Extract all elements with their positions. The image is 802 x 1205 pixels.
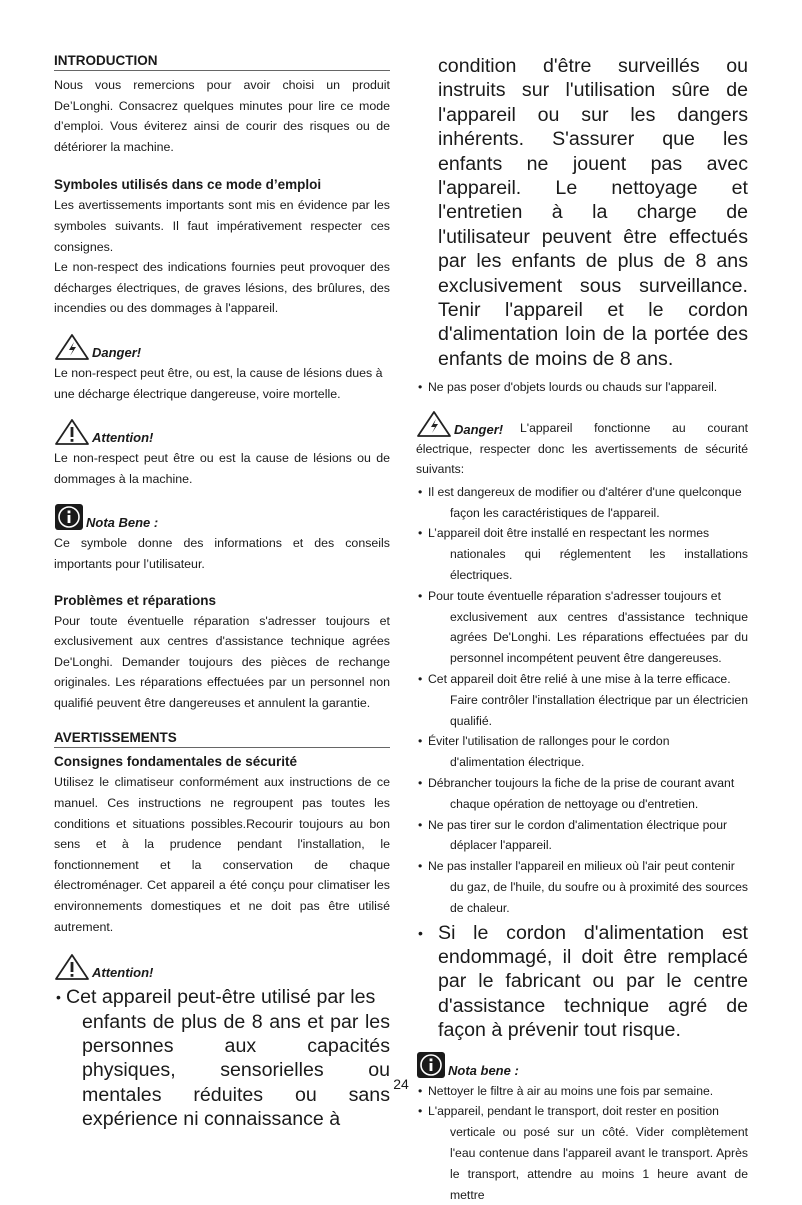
info-icon <box>54 503 84 531</box>
bullet-text: Il est dangereux de modifier ou d'altérer d'une quelconque <box>428 484 742 499</box>
problems-text: Pour toute éventuelle réparation s'adresser toujours et exclusivement aux centres d'assistance technique agrées De'Longhi. Demander toujours des pièces de rechange originales. Les réparations effectuées par un personnel non qualifié peuvent être dangereuses et annulent la garantie. <box>54 613 390 710</box>
bullet-text: Pour toute éventuelle réparation s'adresser toujours et <box>428 588 721 603</box>
nota-bene-label-2: Nota bene : <box>448 1062 519 1078</box>
warning-electric-icon <box>54 333 90 361</box>
bullet-list-2 <box>416 1081 748 1205</box>
symbols-text-2: Le non-respect des indications fournies peut provoquer des décharges électriques, de graves lésions, des brûlures, des incendies ou des dommages à l'appareil. <box>54 260 390 316</box>
nota-bene-symbol <box>54 501 390 531</box>
danger-text-2: L'appareil fonctionne au courant électrique, respecter donc les avertissements de sécurité suivants: <box>416 421 748 477</box>
bullet-cont: façon les caractéristiques de l'appareil. <box>450 505 660 520</box>
big-cont-text: condition d'être surveillés ou instruits sur l'utilisation sûre de l'appareil ou sur les dangers inhérents. S'assurer que les enfants ne jouent pas avec l'appareil. Le nettoyage et l'entretien à la charge de l'utilisateur peuvent être effectués par les enfants de plus de 8 ans exclusivement sous surveillance. Tenir l'appareil et le cordon d'alimentation loin de la portée des enfants de moins de 8 ans. <box>438 55 748 370</box>
big-bullet-continuation <box>416 54 748 371</box>
bullet: • <box>418 672 423 687</box>
bullet: • <box>418 380 423 395</box>
list-item <box>416 921 748 1043</box>
bullet-list <box>416 482 748 919</box>
bullet-text: Ne pas poser d'objets lourds ou chauds sur l'appareil. <box>428 380 718 395</box>
attention-label: Attention! <box>92 430 154 446</box>
symbols-text-1: Les avertissements importants sont mis en évidence par les symboles suivants. Il faut impérativement respecter ces consignes. <box>54 198 390 254</box>
list-item <box>416 669 748 731</box>
list-item <box>416 377 748 398</box>
bullet-cont: chaque opération de nettoyage ou d'entretien. <box>450 796 699 811</box>
list-item <box>416 773 748 815</box>
big-bullet-first: Cet appareil peut-être utilisé par les <box>66 986 376 1009</box>
bullet-cont: Faire contrôler l'installation électrique par un électricien qualifié. <box>450 692 748 728</box>
warning-exclamation-icon <box>54 953 90 981</box>
bullet: • <box>418 1083 423 1098</box>
bullet-text: Cet appareil doit être relié à une mise à la terre efficace. <box>428 672 731 687</box>
bullet-text: Débrancher toujours la fiche de la prise de courant avant <box>428 776 735 791</box>
left-column <box>54 52 390 1132</box>
bullet-text: Nettoyer le filtre à air au moins une fois par semaine. <box>428 1083 714 1098</box>
nota-bene-symbol-2 <box>416 1051 748 1079</box>
bullet-cont: exclusivement aux centres d'assistance technique agrées De'Longhi. Les réparations effectuées par du personnel incompétent peuvent être dangereuses. <box>450 609 748 666</box>
bullet-text: Si le cordon d'alimentation est <box>438 921 748 944</box>
warnings-title: AVERTISSEMENTS <box>54 729 390 748</box>
bullet-cont: d'alimentation électrique. <box>450 755 585 770</box>
intro-title: INTRODUCTION <box>54 52 390 71</box>
list-item <box>416 482 748 524</box>
bullet: • <box>418 588 423 603</box>
list-item <box>416 1101 748 1205</box>
symbols-title: Symboles utilisés dans ce mode d’emploi <box>54 177 322 193</box>
bullet: • <box>56 989 61 1006</box>
list-item <box>54 985 390 1131</box>
bullet: • <box>418 859 423 874</box>
danger-symbol <box>54 331 390 361</box>
list-item <box>416 815 748 857</box>
bullet-cont: nationales qui réglementent les installations électriques. <box>450 547 748 583</box>
bullet: • <box>418 776 423 791</box>
intro-text: Nous vous remercions pour avoir choisi un produit De’Longhi. Consacrez quelques minutes pour lire ce mode d’emploi. Vous éviterez ainsi de courir des risques ou de détériorer la machine. <box>54 78 390 154</box>
bullet-text: Ne pas installer l'appareil en milieux où l'air peut contenir <box>428 859 735 874</box>
attention-label-2: Attention! <box>92 965 154 981</box>
bullet-text: L’appareil doit être installé en respectant les normes <box>428 526 710 541</box>
attention-symbol-2 <box>54 951 390 981</box>
danger-text: Le non-respect peut être, ou est, la cause de lésions dues à une décharge électrique dangereuse, voire mortelle. <box>54 365 383 401</box>
bullet: • <box>418 526 423 541</box>
safety-title: Consignes fondamentales de sécurité <box>54 754 298 770</box>
big-bullet-cont: enfants de plus de 8 ans et par les personnes aux capacités physiques, sensorielles ou mentales réduites ou sans expérience ni connaissance à <box>82 1010 390 1131</box>
nota-bene-label: Nota Bene : <box>86 515 159 531</box>
list-item <box>416 731 748 773</box>
bullet-text: L'appareil, pendant le transport, doit rester en position <box>428 1104 719 1119</box>
attention-text: Le non-respect peut être ou est la cause de lésions ou de dommages à la machine. <box>54 451 390 486</box>
problems-title: Problèmes et réparations <box>54 592 217 608</box>
attention-symbol <box>54 416 390 446</box>
bullet-cont: du gaz, de l'huile, du soufre ou à proximité des sources de chaleur. <box>450 880 748 915</box>
warning-electric-icon <box>416 410 452 438</box>
page-number: 24 <box>393 1076 409 1092</box>
bullet-cont: déplacer l'appareil. <box>450 838 552 853</box>
bullet: • <box>418 1104 423 1119</box>
bullet-cont: verticale ou posé sur un côté. Vider complètement l'eau contenue dans l'appareil avant le transport. Après le transport, attendre au moins 1 heure avant de mettre <box>450 1125 748 1202</box>
info-icon <box>416 1051 446 1079</box>
danger-label: Danger! <box>92 344 142 360</box>
bullet: • <box>418 924 423 941</box>
bullet-text: Ne pas tirer sur le cordon d'alimentation électrique pour <box>428 817 728 832</box>
bullet-text: Éviter l'utilisation de rallonges pour le cordon <box>428 734 670 749</box>
bullet: • <box>418 734 423 749</box>
bullet: • <box>418 817 423 832</box>
right-column <box>416 52 748 1205</box>
danger-label-2: Danger! <box>454 422 504 438</box>
warning-exclamation-icon <box>54 418 90 446</box>
safety-text: Utilisez le climatiseur conformément aux instructions de ce manuel. Ces instructions ne regroupent pas toutes les conditions et situations possibles.Recourir toujours au bon sens et à la prudence pendant l'installation, le fonctionnement et la conservation de chaque électroménager. Cet appareil a été conçu pour climatiser les environnements domestiques et ne doit pas être utilisé autrement. <box>54 775 390 934</box>
list-item <box>416 523 748 585</box>
bullet-cont: endommagé, il doit être remplacé par le fabricant ou par le centre d'assistance technique agré de façon à prévenir tout risque. <box>438 946 748 1042</box>
list-item <box>416 856 748 918</box>
list-item <box>416 586 748 669</box>
nota-bene-text: Ce symbole donne des informations et des conseils importants pour l’utilisateur. <box>54 536 390 571</box>
bullet: • <box>418 484 423 499</box>
